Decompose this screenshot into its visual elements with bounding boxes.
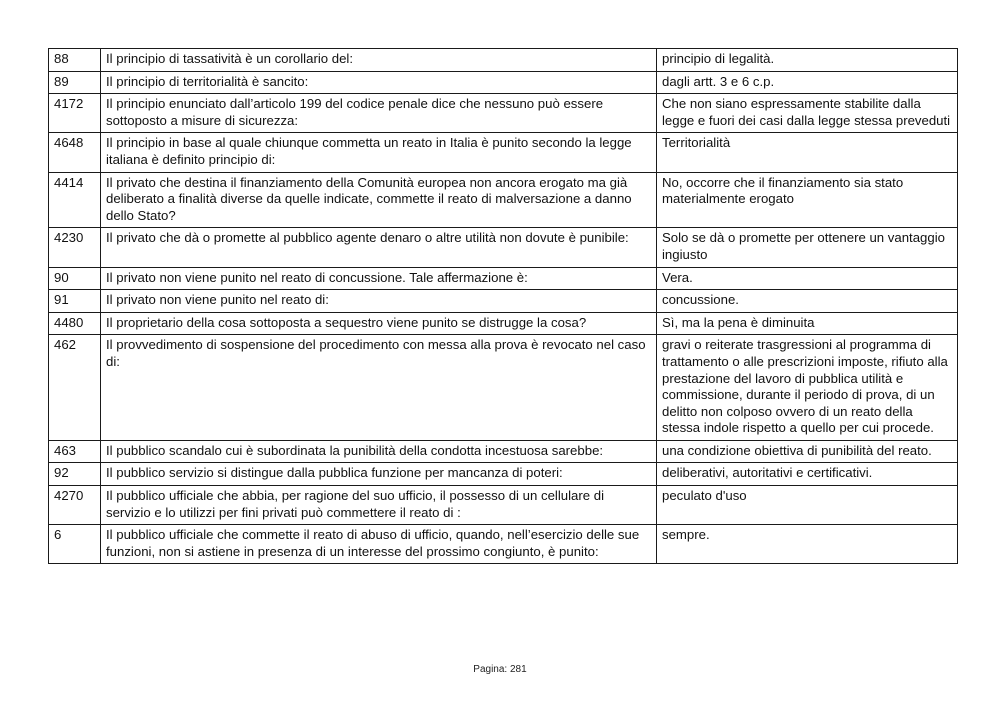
question-id-cell: 4270 xyxy=(49,486,101,525)
answer-cell: concussione. xyxy=(657,290,958,313)
question-cell: Il principio di tassatività è un corollario del: xyxy=(101,49,657,72)
question-id-cell: 4648 xyxy=(49,133,101,172)
qa-table-container xyxy=(48,48,957,564)
answer-cell: peculato d'uso xyxy=(657,486,958,525)
answer-cell: sempre. xyxy=(657,525,958,564)
page-footer xyxy=(0,664,1000,675)
question-id-cell: 88 xyxy=(49,49,101,72)
qa-table-body xyxy=(49,49,958,564)
table-row xyxy=(49,525,958,564)
question-cell: Il privato non viene punito nel reato di concussione. Tale affermazione è: xyxy=(101,267,657,290)
answer-cell: Solo se dà o promette per ottenere un vantaggio ingiusto xyxy=(657,228,958,267)
table-row xyxy=(49,486,958,525)
answer-cell: Sì, ma la pena è diminuita xyxy=(657,312,958,335)
question-cell: Il pubblico servizio si distingue dalla pubblica funzione per mancanza di poteri: xyxy=(101,463,657,486)
table-row xyxy=(49,335,958,441)
table-row xyxy=(49,463,958,486)
question-id-cell: 4230 xyxy=(49,228,101,267)
answer-cell: No, occorre che il finanziamento sia stato materialmente erogato xyxy=(657,172,958,228)
question-cell: Il privato che destina il finanziamento della Comunità europea non ancora erogato ma già deliberato a finalità diverse da quelle indicate, commette il reato di malversazione a danno dello Stato? xyxy=(101,172,657,228)
answer-cell: gravi o reiterate trasgressioni al programma di trattamento o alle prescrizioni imposte, rifiuto alla prestazione del lavoro di pubblica utilità e commissione, durante il periodo di prova, di un delitto non colposo ovvero di un reato della stessa indole rispetto a quello per cui procede. xyxy=(657,335,958,441)
answer-cell: dagli artt. 3 e 6 c.p. xyxy=(657,71,958,94)
table-row xyxy=(49,440,958,463)
question-cell: Il provvedimento di sospensione del procedimento con messa alla prova è revocato nel caso di: xyxy=(101,335,657,441)
question-cell: Il pubblico scandalo cui è subordinata la punibilità della condotta incestuosa sarebbe: xyxy=(101,440,657,463)
table-row xyxy=(49,71,958,94)
question-cell: Il privato non viene punito nel reato di: xyxy=(101,290,657,313)
answer-cell: Territorialità xyxy=(657,133,958,172)
question-id-cell: 462 xyxy=(49,335,101,441)
question-id-cell: 463 xyxy=(49,440,101,463)
answer-cell: una condizione obiettiva di punibilità del reato. xyxy=(657,440,958,463)
question-cell: Il pubblico ufficiale che commette il reato di abuso di ufficio, quando, nell’esercizio delle sue funzioni, non si astiene in presenza di un interesse del prossimo congiunto, è punito: xyxy=(101,525,657,564)
table-row xyxy=(49,267,958,290)
answer-cell: Vera. xyxy=(657,267,958,290)
question-cell: Il pubblico ufficiale che abbia, per ragione del suo ufficio, il possesso di un cellulare di servizio e lo utilizzi per fini privati può commettere il reato di : xyxy=(101,486,657,525)
table-row xyxy=(49,133,958,172)
question-id-cell: 91 xyxy=(49,290,101,313)
page-number: 281 xyxy=(510,664,527,675)
table-row xyxy=(49,49,958,72)
question-id-cell: 4480 xyxy=(49,312,101,335)
question-id-cell: 6 xyxy=(49,525,101,564)
page-label: Pagina: xyxy=(473,664,508,675)
question-id-cell: 4172 xyxy=(49,94,101,133)
table-row xyxy=(49,312,958,335)
answer-cell: Che non siano espressamente stabilite dalla legge e fuori dei casi dalla legge stessa preveduti xyxy=(657,94,958,133)
table-row xyxy=(49,290,958,313)
answer-cell: deliberativi, autoritativi e certificativi. xyxy=(657,463,958,486)
answer-cell: principio di legalità. xyxy=(657,49,958,72)
question-cell: Il principio di territorialità è sancito: xyxy=(101,71,657,94)
question-id-cell: 92 xyxy=(49,463,101,486)
question-cell: Il principio in base al quale chiunque commetta un reato in Italia è punito secondo la legge italiana è definito principio di: xyxy=(101,133,657,172)
table-row xyxy=(49,228,958,267)
question-id-cell: 4414 xyxy=(49,172,101,228)
question-cell: Il principio enunciato dall’articolo 199 del codice penale dice che nessuno può essere sottoposto a misure di sicurezza: xyxy=(101,94,657,133)
table-row xyxy=(49,172,958,228)
question-id-cell: 90 xyxy=(49,267,101,290)
question-id-cell: 89 xyxy=(49,71,101,94)
question-cell: Il privato che dà o promette al pubblico agente denaro o altre utilità non dovute è punibile: xyxy=(101,228,657,267)
qa-table xyxy=(48,48,958,564)
question-cell: Il proprietario della cosa sottoposta a sequestro viene punito se distrugge la cosa? xyxy=(101,312,657,335)
table-row xyxy=(49,94,958,133)
